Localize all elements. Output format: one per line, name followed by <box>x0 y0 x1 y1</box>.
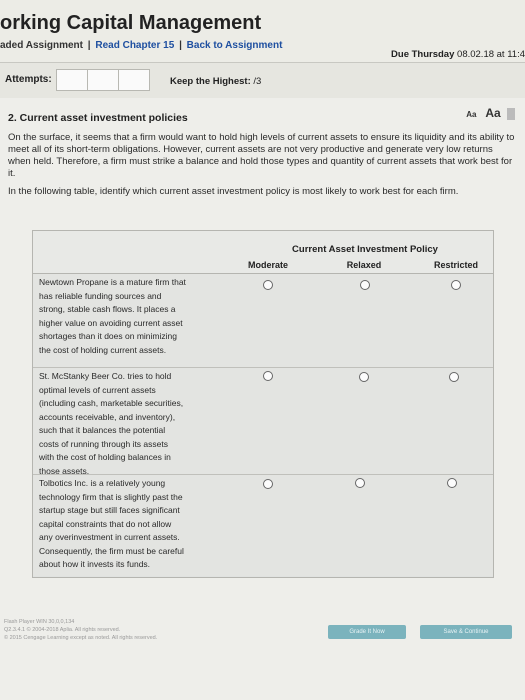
keep-highest-value: /3 <box>253 76 262 87</box>
question-instruction: In the following table, identify which current asset investment policy is most likely to work best for each firm. <box>8 186 459 197</box>
row-line: optimal levels of current assets <box>39 384 156 395</box>
column-header-relaxed: Relaxed <box>346 260 382 270</box>
footer-copyright-cengage: © 2015 Cengage Learning except as noted. All rights reserved. <box>4 635 158 641</box>
scroll-tab-icon <box>507 108 515 120</box>
column-header-moderate: Moderate <box>247 260 288 270</box>
radio-restricted[interactable] <box>447 478 457 488</box>
graded-assignment-label: aded Assignment <box>0 40 83 51</box>
group-header: Current Asset Investment Policy <box>292 244 438 255</box>
row-line: accounts receivable, and inventory), <box>39 411 176 422</box>
radio-restricted[interactable] <box>449 372 459 382</box>
table-row <box>33 274 493 368</box>
radio-restricted[interactable] <box>451 280 461 290</box>
attempt-box <box>56 69 88 91</box>
text-size-small-button[interactable]: Aa <box>466 110 477 119</box>
row-line: higher value on avoiding current asset <box>39 317 183 328</box>
due-date-value: 08.02.18 at 11:4 <box>457 49 525 60</box>
attempts-indicator <box>56 69 149 91</box>
footer-copyright-aplia: Q2.3.4.1 © 2004-2018 Aplia. All rights reserved. <box>4 627 121 633</box>
row-description <box>39 276 219 357</box>
attempt-box <box>118 69 150 91</box>
row-line: Consequently, the firm must be careful <box>39 545 184 556</box>
attempts-bar <box>0 62 525 100</box>
attempts-label: Attempts: <box>5 74 52 85</box>
text-size-large-button[interactable]: Aa <box>485 106 501 120</box>
row-line: capital constraints that do not allow <box>39 518 172 529</box>
question-card <box>0 98 525 700</box>
table-row <box>33 475 493 576</box>
row-line: (including cash, marketable securities, <box>39 398 184 408</box>
row-line: costs of running through its assets <box>39 438 168 449</box>
question-title: 2. Current asset investment policies <box>8 112 188 124</box>
keep-highest <box>170 76 261 87</box>
table-row <box>33 368 493 475</box>
breadcrumb <box>0 40 282 51</box>
row-line: about how it invests its funds. <box>39 559 151 569</box>
column-header-restricted: Restricted <box>433 260 478 270</box>
row-line: technology firm that is slightly past the <box>39 491 183 502</box>
back-to-assignment-link[interactable]: Back to Assignment <box>186 40 283 51</box>
grade-it-now-button[interactable]: Grade It Now <box>328 625 406 639</box>
row-line: has reliable funding sources and <box>39 290 162 301</box>
row-line: Tolbotics Inc. is a relatively young <box>39 478 166 488</box>
row-line: St. McStanky Beer Co. tries to hold <box>39 371 172 381</box>
row-description <box>39 477 219 572</box>
footer <box>4 618 157 642</box>
question-paragraph: On the surface, it seems that a firm would want to hold high levels of current assets to ensure its liquidity and its ability to meet all of its short-term obligations. However, current assets are not very productive and generate very low returns when held. Therefore, a firm must strike a balance and hold those types and quantity of current assets that work best for it. <box>8 132 515 179</box>
row-description <box>39 370 219 478</box>
row-line: those assets. <box>39 465 90 476</box>
attempt-box <box>87 69 119 91</box>
row-line: with the cost of holding balances in <box>39 452 171 462</box>
keep-highest-label: Keep the Highest: <box>170 76 251 87</box>
row-line: Newtown Propane is a mature firm that <box>39 277 186 287</box>
row-line: startup stage but still faces significant <box>39 505 180 515</box>
row-line: shortages than it does on minimizing <box>39 331 177 341</box>
radio-relaxed[interactable] <box>360 280 370 290</box>
row-line: strong, stable cash flows. It places a <box>39 304 176 314</box>
text-size-control[interactable] <box>466 106 515 120</box>
radio-moderate[interactable] <box>263 371 273 381</box>
table-header <box>33 231 493 274</box>
radio-moderate[interactable] <box>263 280 273 290</box>
save-continue-button[interactable]: Save & Continue <box>420 625 512 639</box>
breadcrumb-separator: | <box>179 40 182 51</box>
row-line: such that it balances the potential <box>39 425 166 435</box>
radio-relaxed[interactable] <box>355 478 365 488</box>
policy-table <box>32 230 494 578</box>
row-line: any overinvestment in current assets. <box>39 532 180 542</box>
read-chapter-link[interactable]: Read Chapter 15 <box>95 40 175 51</box>
page-title: orking Capital Management <box>0 12 262 34</box>
row-line: the cost of holding current assets. <box>39 344 167 355</box>
breadcrumb-separator: | <box>87 40 91 51</box>
due-date <box>391 49 525 60</box>
page-header <box>0 0 525 62</box>
radio-relaxed[interactable] <box>359 372 369 382</box>
footer-flash-version: Flash Player WIN 30,0,0,134 <box>4 619 75 625</box>
radio-moderate[interactable] <box>263 479 273 489</box>
due-label: Due Thursday <box>391 49 455 60</box>
